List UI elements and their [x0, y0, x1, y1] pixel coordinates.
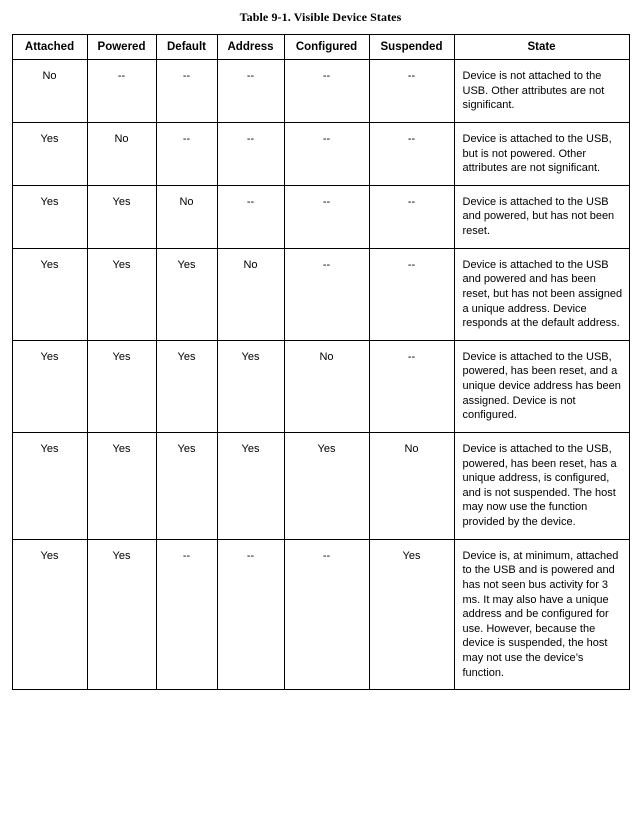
cell-attached: Yes [12, 432, 87, 539]
column-header-configured: Configured [284, 35, 369, 60]
document-page [0, 10, 641, 840]
table-row [12, 248, 629, 340]
table-caption: Table 9-1. Visible Device States [239, 10, 402, 24]
cell-attached: Yes [12, 185, 87, 248]
cell-powered: No [87, 122, 156, 185]
cell-configured: -- [284, 248, 369, 340]
table-row [12, 60, 629, 123]
cell-default: -- [156, 122, 217, 185]
cell-suspended: -- [369, 185, 454, 248]
cell-default: Yes [156, 432, 217, 539]
column-header-address: Address [217, 35, 284, 60]
table-header [12, 35, 629, 60]
cell-configured: -- [284, 60, 369, 123]
cell-configured: Yes [284, 432, 369, 539]
cell-suspended: No [369, 432, 454, 539]
cell-attached: Yes [12, 248, 87, 340]
cell-address: -- [217, 539, 284, 690]
column-header-default: Default [156, 35, 217, 60]
visible-device-states-table [12, 34, 630, 690]
cell-configured: -- [284, 185, 369, 248]
cell-attached: Yes [12, 122, 87, 185]
cell-state: Device is attached to the USB, powered, has been reset, and a unique device address has been assigned. Device is not configured. [454, 340, 629, 432]
cell-state: Device is attached to the USB, powered, has been reset, has a unique address, is configured, and is not suspended. The host may now use the function provided by the device. [454, 432, 629, 539]
table-row [12, 432, 629, 539]
cell-suspended: -- [369, 340, 454, 432]
table-row [12, 539, 629, 690]
table-row [12, 340, 629, 432]
cell-address: -- [217, 185, 284, 248]
cell-powered: Yes [87, 340, 156, 432]
cell-configured: -- [284, 122, 369, 185]
table-row [12, 122, 629, 185]
cell-default: No [156, 185, 217, 248]
table-body [12, 60, 629, 690]
cell-powered: Yes [87, 432, 156, 539]
cell-default: -- [156, 60, 217, 123]
cell-address: No [217, 248, 284, 340]
column-header-state: State [454, 35, 629, 60]
cell-default: Yes [156, 248, 217, 340]
cell-attached: Yes [12, 539, 87, 690]
cell-state: Device is attached to the USB and powered, but has not been reset. [454, 185, 629, 248]
cell-address: Yes [217, 340, 284, 432]
cell-state: Device is attached to the USB, but is not powered. Other attributes are not significant. [454, 122, 629, 185]
column-header-attached: Attached [12, 35, 87, 60]
cell-address: -- [217, 122, 284, 185]
cell-suspended: Yes [369, 539, 454, 690]
cell-suspended: -- [369, 60, 454, 123]
table-header-row [12, 35, 629, 60]
column-header-suspended: Suspended [369, 35, 454, 60]
cell-state: Device is, at minimum, attached to the USB and is powered and has not seen bus activity for 3 ms. It may also have a unique address and be configured for use. However, because the device is suspended, the host may not use the device’s function. [454, 539, 629, 690]
cell-state: Device is attached to the USB and powered and has been reset, but has not been assigned a unique address. Device responds at the default address. [454, 248, 629, 340]
cell-attached: No [12, 60, 87, 123]
column-header-powered: Powered [87, 35, 156, 60]
cell-suspended: -- [369, 248, 454, 340]
cell-attached: Yes [12, 340, 87, 432]
cell-address: Yes [217, 432, 284, 539]
cell-default: -- [156, 539, 217, 690]
cell-configured: No [284, 340, 369, 432]
cell-default: Yes [156, 340, 217, 432]
cell-configured: -- [284, 539, 369, 690]
cell-state: Device is not attached to the USB. Other attributes are not significant. [454, 60, 629, 123]
cell-suspended: -- [369, 122, 454, 185]
cell-powered: -- [87, 60, 156, 123]
cell-powered: Yes [87, 248, 156, 340]
cell-powered: Yes [87, 185, 156, 248]
cell-powered: Yes [87, 539, 156, 690]
table-row [12, 185, 629, 248]
cell-address: -- [217, 60, 284, 123]
